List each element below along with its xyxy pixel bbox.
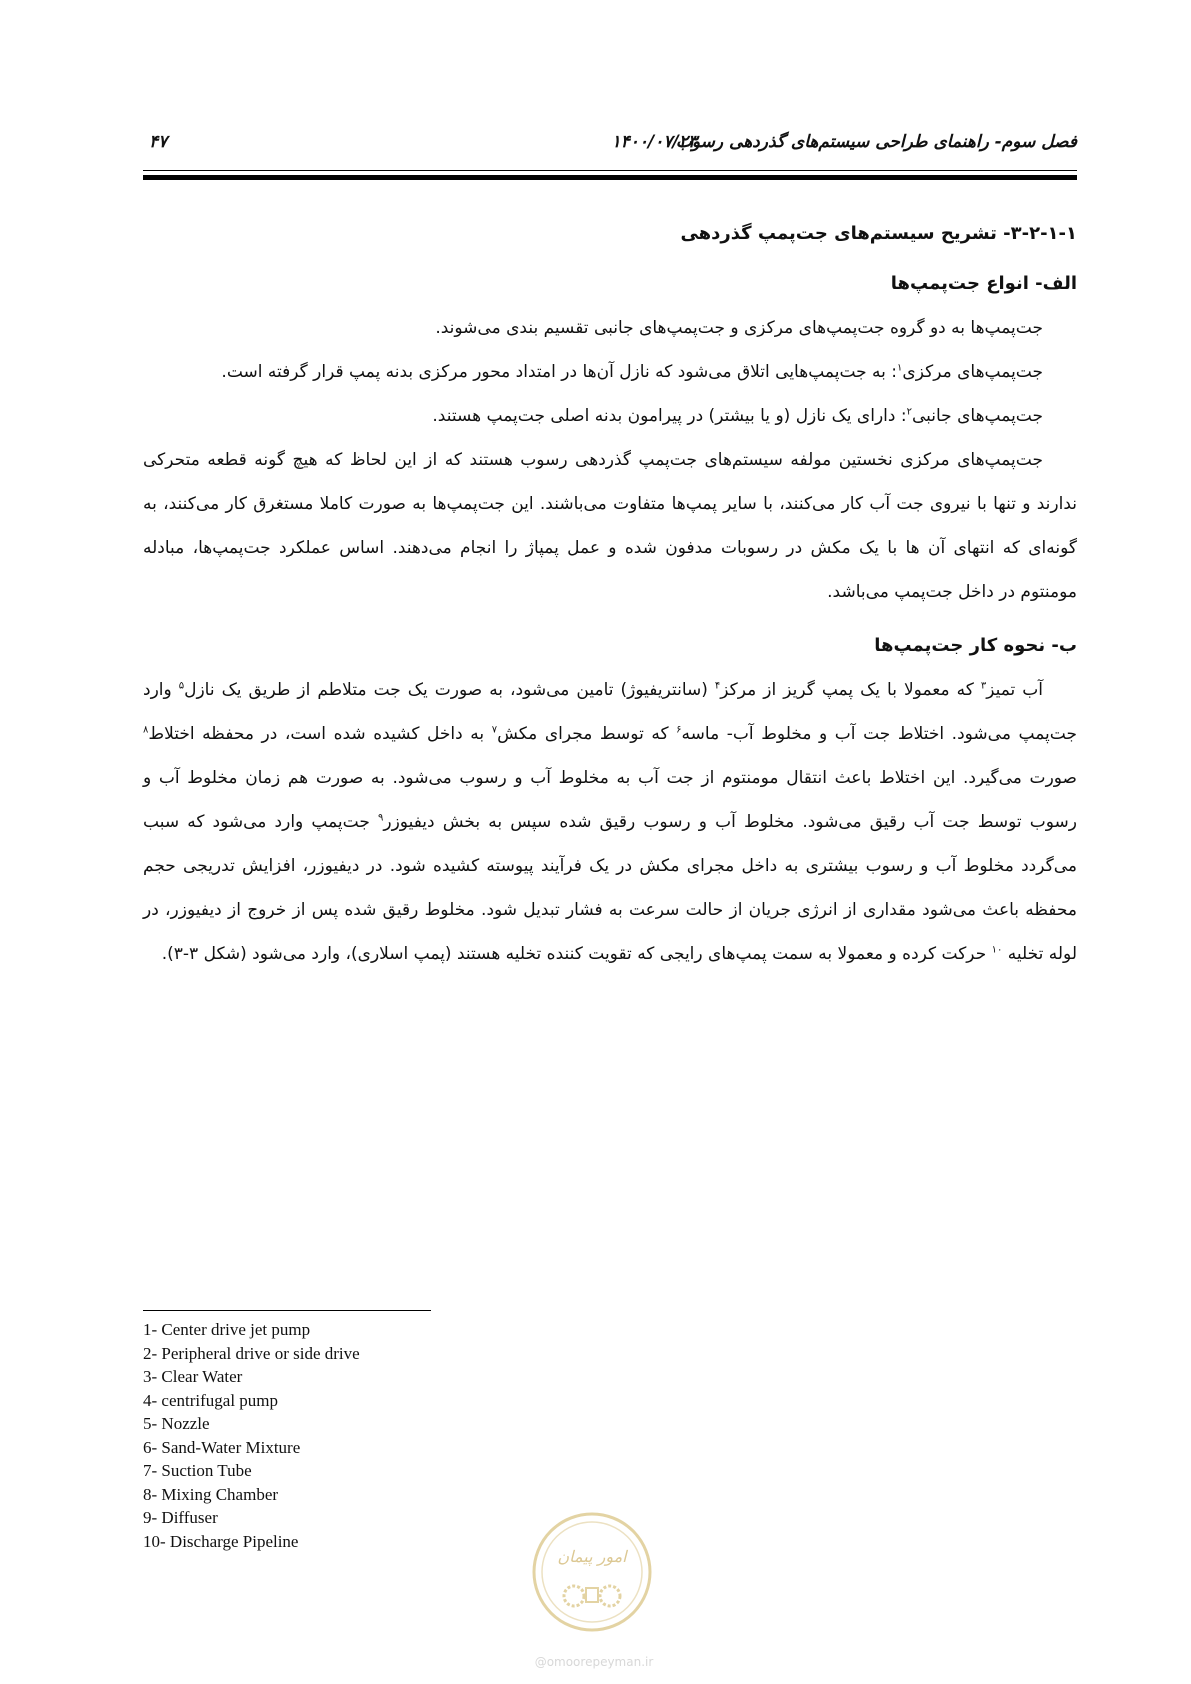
footnote-item: 10- Discharge Pipeline: [143, 1531, 299, 1551]
footnote-ref: ۱۰: [991, 944, 1003, 956]
footnote-ref: ۱: [897, 362, 903, 374]
main-content: [143, 212, 1077, 976]
footnote-ref: ۴: [714, 680, 721, 692]
text-span: صورت می‌گیرد. این اختلاط باعث انتقال مومنتوم از جت آب به مخلوط آب و رسوب می‌شود. به صورت هم زمان مخلوط آب و رسوب توسط جت آب رقیق می‌شود. مخلوط آب و رسوب رقیق شده سپس به بخش دیفیوزر: [143, 768, 1077, 832]
text-span: وارد جت‌پمپ می‌شود. اختلاط جت آب و مخلوط آب- ماسه: [143, 680, 1077, 744]
footnote-ref: ۲: [906, 406, 912, 418]
header-rule-thick: [143, 175, 1077, 180]
text-span: که توسط مجرای مکش: [497, 724, 677, 744]
text-span: (سانتریفیوژ) تامین می‌شود، به صورت یک جت متلاطم از طریق یک نازل: [184, 680, 715, 700]
seal-building: [586, 1588, 598, 1602]
text-span: جت‌پمپ‌های مرکزی: [902, 362, 1043, 382]
paragraph: جت‌پمپ‌های مرکزی نخستین مولفه سیستم‌های جت‌پمپ گذردهی رسوب هستند که از این لحاظ که هیچ گونه قطعه متحرکی ندارند و تنها با نیروی جت آب کار می‌کنند، با سایر پمپ‌ها متفاوت می‌باشند. این جت‌پمپ‌ها به صورت کاملا مستغرق کار می‌کنند، به گونه‌ای که انتهای آن ها با یک مکش در رسوبات مدفون شده و عمل پمپاژ را انجام می‌دهند. اساس عملکرد جت‌پمپ‌ها، مبادله مومنتوم در داخل جت‌پمپ می‌باشد.: [143, 450, 1077, 602]
text-span: آب تمیز: [986, 680, 1043, 700]
footnote-item: 2- Peripheral drive or side drive: [143, 1343, 360, 1363]
footnote-ref: ۶: [676, 724, 682, 736]
seal-gear-left: [564, 1586, 584, 1606]
seal-outer-ring: [534, 1514, 650, 1630]
footnote-ref: ۷: [491, 724, 498, 736]
footnote-item: 6- Sand-Water Mixture: [143, 1437, 301, 1457]
footnote-item: 9- Diffuser: [143, 1508, 218, 1527]
seal-inner-ring: [542, 1522, 642, 1622]
seal-logo-text: امور پیمان: [557, 1547, 627, 1566]
text-span: به داخل کشیده شده است، در محفظه اختلاط: [148, 724, 492, 744]
paragraph: [143, 350, 1077, 394]
footnote-item: 5- Nozzle: [143, 1414, 210, 1433]
text-span: حرکت کرده و معمولا به سمت پمپ‌های رایجی که تقویت کننده تخلیه هستند (پمپ اسلاری)، وارد می‌شود (شکل ۳-۳).: [161, 944, 992, 964]
paragraph: [143, 394, 1077, 438]
page-header: [143, 128, 1077, 158]
section-title: ۳-۲-۱-۱- تشریح سیستم‌های جت‌پمپ گذردهی: [680, 223, 1077, 244]
page-number: ۴۷: [149, 132, 168, 152]
footnote-item: 4- centrifugal pump: [143, 1390, 279, 1410]
footnote-ref: ۸: [143, 724, 149, 736]
text-span: جت‌پمپ وارد می‌شود که سبب می‌گردد مخلوط آب و رسوب بیشتری به داخل مجرای مکش در یک فرآیند پیوسته کشیده شود. در دیفیوزر، افزایش تدریجی حجم محفظه باعث می‌شود مقداری از انرژی جریان از حالت سرعت به فشار تبدیل شود. مخلوط رقیق شده پس از خروج از دیفیوزر، در لوله تخلیه: [143, 812, 1077, 964]
paragraph: [143, 668, 1077, 976]
text-span: : دارای یک نازل (و یا بیشتر) در پیرامون بدنه اصلی جت‌پمپ هستند.: [432, 406, 907, 426]
footnote-item: 7- Suction Tube: [143, 1461, 252, 1480]
chapter-title: فصل سوم- راهنمای طراحی سیستم‌های گذردهی رسوب: [675, 132, 1077, 152]
footnote-item: 1- Center drive jet pump: [143, 1320, 311, 1339]
text-span: : به جت‌پمپ‌هایی اتلاق می‌شود که نازل آن‌ها در امتداد محور مرکزی بدنه پمپ قرار گرفته است.: [221, 362, 898, 382]
part-b-heading: ب- نحوه کار جت‌پمپ‌ها: [874, 635, 1077, 656]
footnote-ref: ۳: [980, 680, 987, 692]
seal-gear-right: [600, 1586, 620, 1606]
paragraph: جت‌پمپ‌ها به دو گروه جت‌پمپ‌های مرکزی و جت‌پمپ‌های جانبی تقسیم بندی می‌شوند.: [435, 318, 1043, 338]
footnote-ref: ۵: [178, 680, 185, 692]
footnote-ref: ۹: [378, 812, 384, 824]
footnote-rule: [143, 1310, 431, 1311]
footnote-item: 8- Mixing Chamber: [143, 1484, 279, 1504]
text-span: جت‌پمپ‌های جانبی: [911, 406, 1043, 426]
footnote-item: 3- Clear Water: [143, 1367, 243, 1386]
header-date: ۱۴۰۰/۰۷/۲۳: [611, 132, 697, 152]
header-rule-thin: [143, 170, 1077, 171]
text-span: که معمولا با یک پمپ گریز از مرکز: [720, 680, 981, 700]
watermark-handle: @omoorepeyman.ir: [534, 1655, 654, 1669]
part-a-heading: الف- انواع جت‌پمپ‌ها: [890, 273, 1077, 294]
watermark-seal-icon: [530, 1510, 654, 1634]
